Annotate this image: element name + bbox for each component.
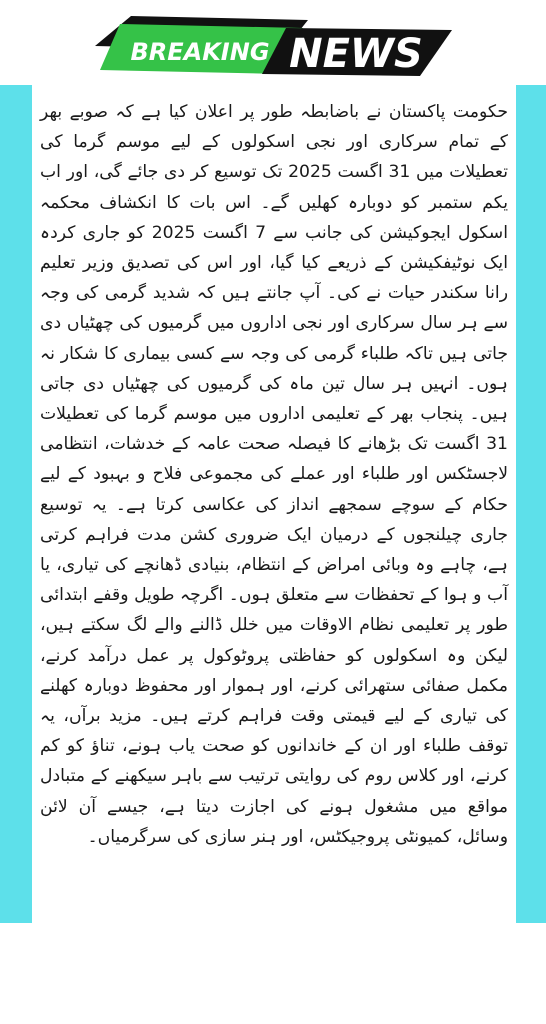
- right-cyan-border: [516, 85, 546, 923]
- left-cyan-border: [0, 85, 32, 923]
- breaking-news-logo: [0, 0, 546, 85]
- article-panel: [32, 85, 516, 923]
- breaking-label: BREAKING: [130, 38, 270, 66]
- breaking-news-banner: [0, 0, 546, 85]
- article-body-text: حکومت پاکستان نے باضابطہ طور پر اعلان کیا ہے کہ صوبے بھر کے تمام سرکاری اور نجی اسکولوں کے لیے موسم گرما کی تعطیلات میں 31 اگست 2025 تک توسیع کر دی جائے گی، اور اب یکم ستمبر کو دوبارہ کھلیں گے۔ اس بات کا انکشاف محکمہ اسکول ایجوکیشن کی جانب سے 7 اگست 2025 کو جاری کردہ ایک نوٹیفکیشن کے ذریعے کیا گیا، اور اس کی تصدیق وزیر تعلیم رانا سکندر حیات نے کی۔ آپ جانتے ہیں کہ شدید گرمی کی وجہ سے ہر سال سرکاری اور نجی اداروں میں گرمیوں کی چھٹیاں دی جاتی ہیں تاکہ طلباء گرمی کی وجہ سے کسی بیماری کا شکار نہ ہوں۔ انہیں ہر سال تین ماہ کی گرمیوں کی چھٹیاں دی جاتی ہیں۔ پنجاب بھر کے تعلیمی اداروں میں موسم گرما کی تعطیلات 31 اگست تک بڑھانے کا فیصلہ صحت عامہ کے خدشات، انتظامی لاجسٹکس اور طلباء اور عملے کی مجموعی فلاح و بہبود کے لیے حکام کے سوچے سمجھے انداز کی عکاسی کرتا ہے۔ یہ توسیع جاری چیلنجوں کے درمیان ایک ضروری کشن مدت فراہم کرتی ہے، چاہے وہ وبائی امراض کے انتظام، بنیادی ڈھانچے کی تیاری، یا آب و ہوا کے تحفظات سے متعلق ہوں۔ اگرچہ طویل وقفے ابتدائی طور پر تعلیمی نظام الاوقات میں خلل ڈالنے والے لگ سکتے ہیں، لیکن وہ اسکولوں کو حفاظتی پروٹوکول پر عمل درآمد کرنے، مکمل صفائی ستھرائی کرنے، اور ہموار اور محفوظ دوبارہ کھلنے کی تیاری کے لیے قیمتی وقت فراہم کرتے ہیں۔ مزید برآں، یہ توقف طلباء اور ان کے خاندانوں کو صحت یاب ہونے، تناؤ کو کم کرنے، اور کلاس روم کی روایتی ترتیب سے باہر سیکھنے کے متبادل مواقع میں مشغول ہونے کی اجازت دیتا ہے، جیسے آن لائن وسائل، کمیونٹی پروجیکٹس، اور ہنر سازی کی سرگرمیاں۔: [40, 102, 508, 847]
- news-label: NEWS: [289, 31, 423, 77]
- bottom-blank-area: [0, 923, 546, 1024]
